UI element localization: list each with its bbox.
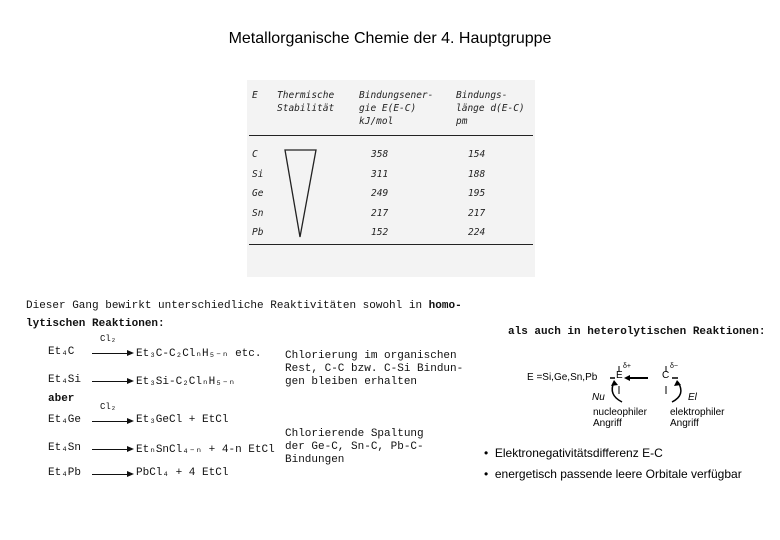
element-definition: E =Si,Ge,Sn,Pb — [527, 372, 598, 383]
length-cell: 224 — [468, 227, 486, 238]
col-header-element: E — [252, 90, 258, 101]
delta-minus: δ− — [670, 363, 678, 370]
aber-label: aber — [48, 393, 75, 405]
reaction-arrow-icon — [92, 474, 132, 475]
hetero-heading: als auch in heterolytischen Reaktionen: — [508, 326, 766, 338]
carbon-c: C — [662, 370, 670, 381]
nucleophilic-label — [593, 407, 647, 429]
delta-plus: δ+ — [623, 363, 631, 370]
length-cell: 217 — [468, 207, 486, 219]
reagent: Cl₂ — [100, 402, 117, 412]
reactant: Et₄Ge — [48, 414, 82, 426]
product: PbCl₄ + 4 EtCl — [136, 467, 229, 479]
intro-line-2: lytischen Reaktionen: — [26, 318, 165, 330]
element-cell: Pb — [252, 227, 264, 238]
intro-text: Dieser Gang bewirkt unterschiedliche Reaktivitäten sowohl in — [26, 300, 429, 312]
stability-triangle-icon — [283, 149, 319, 239]
divider — [249, 244, 533, 245]
reactant: Et₄Si — [48, 374, 82, 386]
reaction-arrow-icon — [92, 449, 132, 450]
col-header-stability: Thermische Stabilität — [277, 90, 335, 114]
length-cell: 188 — [468, 168, 486, 180]
element-cell: Si — [252, 168, 264, 180]
bullet-item: • Elektronegativitätsdifferenz E-C — [484, 446, 663, 460]
element-cell: Sn — [252, 207, 264, 219]
page-title: Metallorganische Chemie der 4. Hauptgruppe — [228, 30, 552, 47]
product: Et₃C-C₂ClₙH₅₋ₙ etc. — [136, 348, 262, 360]
length-cell: 195 — [468, 188, 486, 199]
product: EtₙSnCl₄₋ₙ + 4-n EtCl — [136, 444, 275, 456]
reaction-arrow-icon — [92, 353, 132, 354]
label-line: nucleophiler — [593, 407, 647, 418]
energy-cell: 152 — [371, 227, 389, 238]
reactant: Et₄C — [48, 346, 75, 358]
label-line: Angriff — [670, 418, 699, 429]
note-line: Rest, C-C bzw. C-Si Bindun- — [285, 363, 464, 375]
divider — [249, 135, 533, 136]
electrophile: El — [688, 392, 697, 403]
energy-cell: 217 — [371, 207, 389, 219]
label-line: elektrophiler — [670, 407, 725, 418]
electrophilic-label — [670, 407, 724, 429]
length-cell: 154 — [468, 149, 486, 160]
reagent: Cl₂ — [100, 334, 117, 344]
nucleophile: Nu — [592, 392, 605, 403]
note-line: Bindungen — [285, 454, 345, 466]
reactant: Et₄Sn — [48, 442, 82, 454]
reaction-arrow-icon — [92, 381, 132, 382]
label-line: Angriff — [593, 418, 622, 429]
note-chlorination — [285, 350, 463, 389]
reactant: Et₄Pb — [48, 467, 82, 479]
note-line: der Ge-C, Sn-C, Pb-C- — [285, 441, 424, 453]
bond-table — [247, 80, 535, 277]
energy-cell: 249 — [371, 188, 389, 199]
col-header-energy: Bindungsener- gie E(E-C) kJ/mol — [359, 90, 434, 127]
reaction-arrow-icon — [92, 421, 132, 422]
bullet-text: Elektronegativitätsdifferenz E-C — [494, 446, 663, 460]
note-line: Chlorierende Spaltung — [285, 428, 424, 440]
product: Et₃GeCl + EtCl — [136, 414, 229, 426]
element-e: E — [616, 370, 623, 381]
energy-cell: 311 — [371, 168, 389, 180]
element-cell: C — [252, 149, 258, 160]
energy-cell: 358 — [371, 149, 389, 160]
note-cleavage — [285, 428, 424, 467]
note-line: Chlorierung im organischen — [285, 350, 457, 362]
bullet-text: energetisch passende leere Orbitale verfügbar — [494, 467, 742, 481]
bullet-item: • energetisch passende leere Orbitale verfügbar — [484, 467, 742, 481]
element-cell: Ge — [252, 188, 264, 199]
col-header-length: Bindungs- länge d(E-C) pm — [456, 90, 525, 127]
intro-line-1 — [26, 300, 462, 312]
intro-bold: homo- — [428, 300, 462, 312]
product: Et₃Si-C₂ClₙH₅₋ₙ — [136, 376, 236, 388]
note-line: gen bleiben erhalten — [285, 376, 418, 388]
